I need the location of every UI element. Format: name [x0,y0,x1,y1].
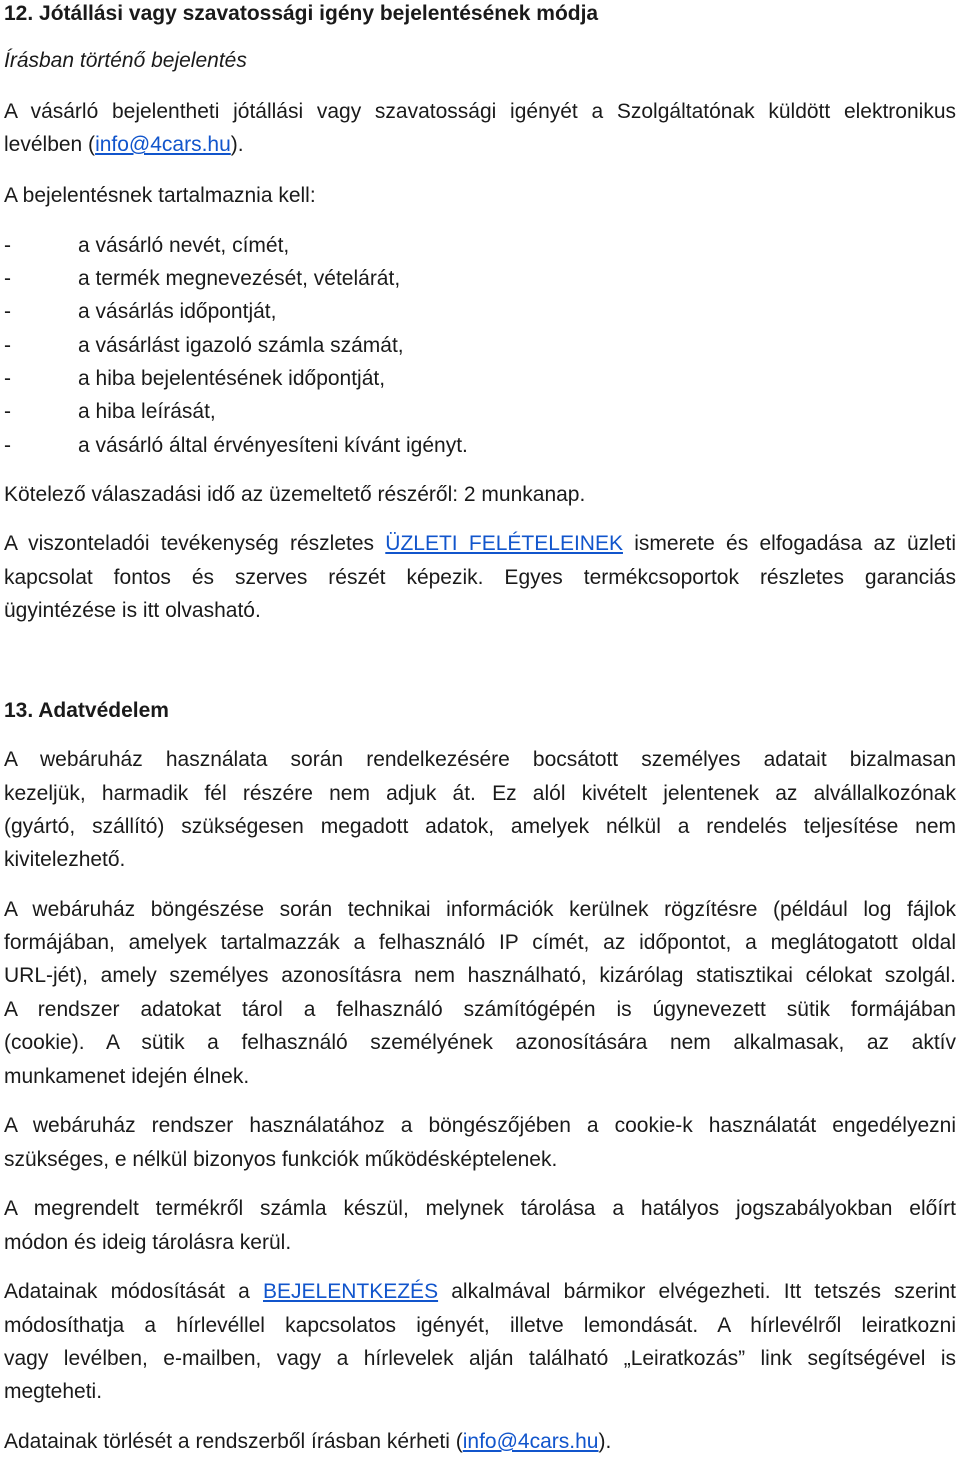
paragraph-line: szükséges, e nélkül bizonyos funkciók működésképtelenek. [4,1148,558,1171]
text-span: ismerete és elfogadása az üzleti [622,532,956,555]
paragraph-line: URL-jét), amely személyes azonosításra nem használható, kizárólag statisztikai célokat szolgál. [4,964,956,987]
paragraph-line: A vásárló bejelentheti jótállási vagy szavatossági igényét a Szolgáltatónak küldött elektronikus [4,100,956,123]
text-span: Adatainak módosítását a [4,1280,264,1303]
list-dash: - [4,234,11,257]
paragraph-line [4,530,956,558]
list-item-text: a hiba leírását, [78,400,216,423]
paragraph-line: A megrendelt termékről számla készül, melynek tárolása a hatályos jogszabályokban előírt [4,1197,956,1220]
email-link[interactable]: info@4cars.hu [95,133,231,156]
section-12-heading: 12. Jótállási vagy szavatossági igény bejelentésének módja [4,2,599,25]
list-dash: - [4,300,11,323]
paragraph-line: formájában, amelyek tartalmazzák a felhasználó IP címét, az időpontot, a meglátogatott oldal [4,931,956,954]
text-span: ). [598,1430,612,1453]
paragraph-line: módon és ideig tárolásra kerül. [4,1231,292,1254]
paragraph-line: kapcsolat fontos és szerves részét képezik. Egyes termékcsoportok részletes garanciás [4,566,956,589]
paragraph-line: vagy levélben, e-mailben, vagy a hírlevelek alján található „Leiratkozás” link segítségével is [4,1347,956,1370]
paragraph-line: kezeljük, harmadik fél részére nem adjuk át. Ez alól kivételt jelentenek az alvállalkozónak [4,782,956,805]
paragraph-line: A rendszer adatokat tárol a felhasználó számítógépén is úgynevezett sütik formájában [4,998,956,1021]
paragraph-line: ügyintézése is itt olvasható. [4,599,261,622]
paragraph-line [4,131,244,159]
list-item-text: a vásárló nevét, címét, [78,234,290,257]
paragraph-line: munkamenet idején élnek. [4,1065,250,1088]
paragraph-line: (gyártó, szállító) szükségesen megadott adatok, amelyek nélkül a rendelés teljesítése nem [4,815,956,838]
paragraph-line: módosíthatja a hírlevéllel kapcsolatos igényét, illetve lemondását. A hírlevélről leiratkozni [4,1314,956,1337]
email-link[interactable]: info@4cars.hu [462,1430,599,1453]
text-span: ). [230,133,244,156]
list-dash: - [4,267,11,290]
list-dash: - [4,400,11,423]
paragraph-line: (cookie). A sütik a felhasználó személyének azonosítására nem alkalmasak, az aktív [4,1031,956,1054]
paragraph-line [4,1428,611,1456]
paragraph-line: A bejelentésnek tartalmaznia kell: [4,184,316,207]
list-item-text: a vásárlás időpontját, [78,300,277,323]
text-span: Adatainak törlését a rendszerből írásban kérheti ( [4,1430,463,1453]
list-dash: - [4,334,11,357]
list-item-text: a termék megnevezését, vételárát, [78,267,401,290]
text-span: alkalmával bármikor elvégezheti. Itt tetszés szerint [438,1280,956,1303]
list-dash: - [4,434,11,457]
paragraph-line: A webáruház használata során rendelkezésére bocsátott személyes adatait bizalmasan [4,748,956,771]
list-dash: - [4,367,11,390]
paragraph-line: kivitelezhető. [4,848,126,871]
section-13-heading: 13. Adatvédelem [4,699,169,722]
login-link[interactable]: BEJELENTKEZÉS [263,1280,439,1303]
terms-link[interactable]: ÜZLETI FELÉTELEINEK [385,532,623,555]
text-span: levélben ( [4,133,96,156]
list-item-text: a vásárlást igazoló számla számát, [78,334,404,357]
paragraph-line: A webáruház rendszer használatához a böngészőjében a cookie-k használatát engedélyezni [4,1114,956,1137]
list-item-text: a hiba bejelentésének időpontját, [78,367,386,390]
list-item-text: a vásárló által érvényesíteni kívánt igényt. [78,434,468,457]
paragraph-line: Kötelező válaszadási idő az üzemeltető részéről: 2 munkanap. [4,483,586,506]
paragraph-line: megteheti. [4,1380,103,1403]
paragraph-line [4,1278,956,1306]
section-12-subheading: Írásban történő bejelentés [4,49,247,72]
text-span: A viszonteladói tevékenység részletes [4,532,386,555]
paragraph-line: A webáruház böngészése során technikai információk kerülnek rögzítésre (például log fájlok [4,898,956,921]
